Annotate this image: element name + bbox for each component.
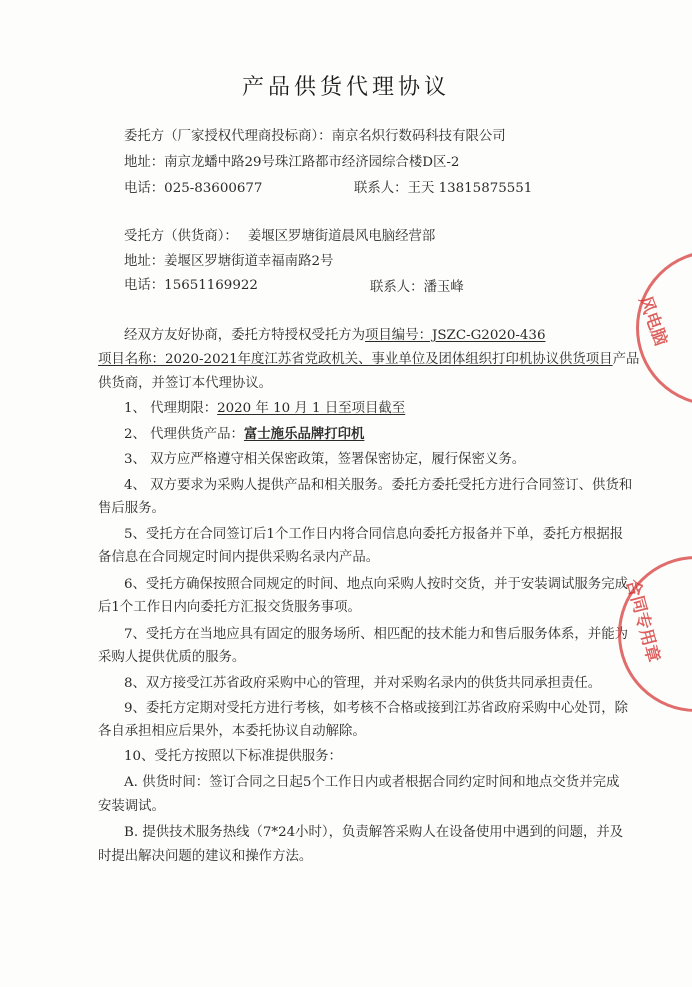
agent-contact-label: 联系人： (370, 280, 424, 295)
principal-phone-label: 电话： (124, 181, 165, 196)
clause-3: 3、 双方应严格遵守相关保密政策，签署保密协定，履行保密义务。 (124, 452, 526, 467)
agent-address-label: 地址： (124, 254, 165, 269)
principal-phone: 025-83600677 (164, 181, 263, 196)
principal-address-line (124, 154, 459, 172)
contract-seal-bottom-text: 合同专用章 (621, 577, 664, 665)
intro-line-2 (98, 351, 639, 369)
company-seal-top-text: 风电脑 (634, 293, 671, 349)
agent-contact-line (370, 279, 464, 297)
agent-name: 姜堰区罗塘街道晨风电脑经营部 (247, 229, 436, 244)
intro-line-3 (98, 375, 272, 393)
principal-contact-line (354, 180, 532, 198)
intro-line-1 (124, 327, 545, 345)
clause-4-line-1: 4、 双方要求为采购人提供产品和相关服务。委托方委托受托方进行合同签订、供货和 (124, 478, 633, 493)
document-title: 产品供货代理协议 (241, 75, 450, 100)
clause-10: 10、受托方按照以下标准提供服务： (124, 749, 342, 764)
clause-5-line-1: 5、受托方在合同签订后1个工作日内将合同信息向委托方报备并下单，委托方根据报 (124, 527, 624, 542)
clause-b-line-2: 时提出解决问题的建议和操作方法。 (98, 849, 313, 864)
agent-phone-line (124, 277, 258, 295)
agent-name-label: 受托方（供货商）： (124, 229, 238, 244)
agent-contact: 潘玉峰 (423, 280, 464, 295)
clause-2-label: 2、 代理供货产品： (124, 427, 244, 442)
project-number: 项目编号：JSZC-G2020-436 (365, 328, 546, 343)
intro-text-1: 经双方友好协商，委托方特授权受托方为 (124, 328, 366, 343)
clause-2 (124, 425, 364, 444)
clause-8: 8、双方接受江苏省政府采购中心的管理，并对采购名录内的供货共同承担责任。 (124, 676, 602, 691)
agent-name-line (124, 228, 435, 246)
clause-6-line-1: 6、受托方确保按照合同规定的时间、地点向采购人按时交货，并于安装调试服务完成 (124, 577, 628, 592)
principal-name: 南京名炽行数码科技有限公司 (331, 129, 506, 144)
clause-a-line-1: A. 供货时间：签订合同之日起5个工作日内或者根据合同约定时间和地点交货并完成 (124, 775, 620, 790)
agent-address-line (124, 253, 333, 271)
principal-contact-label: 联系人： (354, 181, 408, 196)
principal-address-label: 地址： (124, 155, 165, 170)
clause-7-line-1: 7、受托方在当地应具有固定的服务场所、相匹配的技术能力和售后服务体系，并能为 (124, 627, 628, 642)
principal-phone-line (124, 180, 262, 198)
clause-4-line-2: 售后服务。 (98, 501, 165, 516)
principal-name-line (124, 128, 506, 146)
project-name: 项目名称：2020-2021年度江苏省党政机关、事业单位及团体组织打印机协议供货项目 (98, 352, 613, 367)
agent-phone: 15651169922 (164, 278, 258, 293)
clause-a-line-2: 安装调试。 (98, 799, 165, 814)
clause-1 (124, 400, 405, 418)
intro-text-2: 产品 (612, 352, 640, 367)
clause-7-line-2: 采购人提供优质的服务。 (98, 650, 246, 665)
clause-9-line-1: 9、委托方定期对受托方进行考核，如考核不合格或接到江苏省政府采购中心处罚，除 (124, 701, 628, 716)
agent-address: 姜堰区罗塘街道幸福南路2号 (164, 254, 334, 269)
agency-product: 富士施乐品牌打印机 (243, 426, 365, 442)
clause-6-line-2: 后1个工作日内向委托方汇报交货服务事项。 (98, 600, 361, 615)
principal-address: 南京龙蟠中路29号珠江路都市经济园综合楼D区-2 (164, 155, 460, 170)
clause-1-label: 1、 代理期限： (124, 401, 218, 416)
clause-5-line-2: 备信息在合同规定时间内提供采购名录内产品。 (98, 550, 380, 565)
principal-name-label: 委托方（厂家授权代理商投标商）： (124, 129, 332, 144)
clause-b-line-1: B. 提供技术服务热线（7*24小时），负责解答采购人在设备使用中遇到的问题，并及 (124, 825, 624, 840)
agency-period: 2020 年 10 月 1 日至项目截至 (217, 401, 406, 416)
intro-text-3: 供货商，并签订本代理协议。 (98, 376, 273, 391)
clause-9-line-2: 各自承担相应后果外，本委托协议自动解除。 (98, 724, 366, 739)
agent-phone-label: 电话： (124, 278, 165, 293)
principal-contact: 王天 13815875551 (407, 181, 533, 196)
